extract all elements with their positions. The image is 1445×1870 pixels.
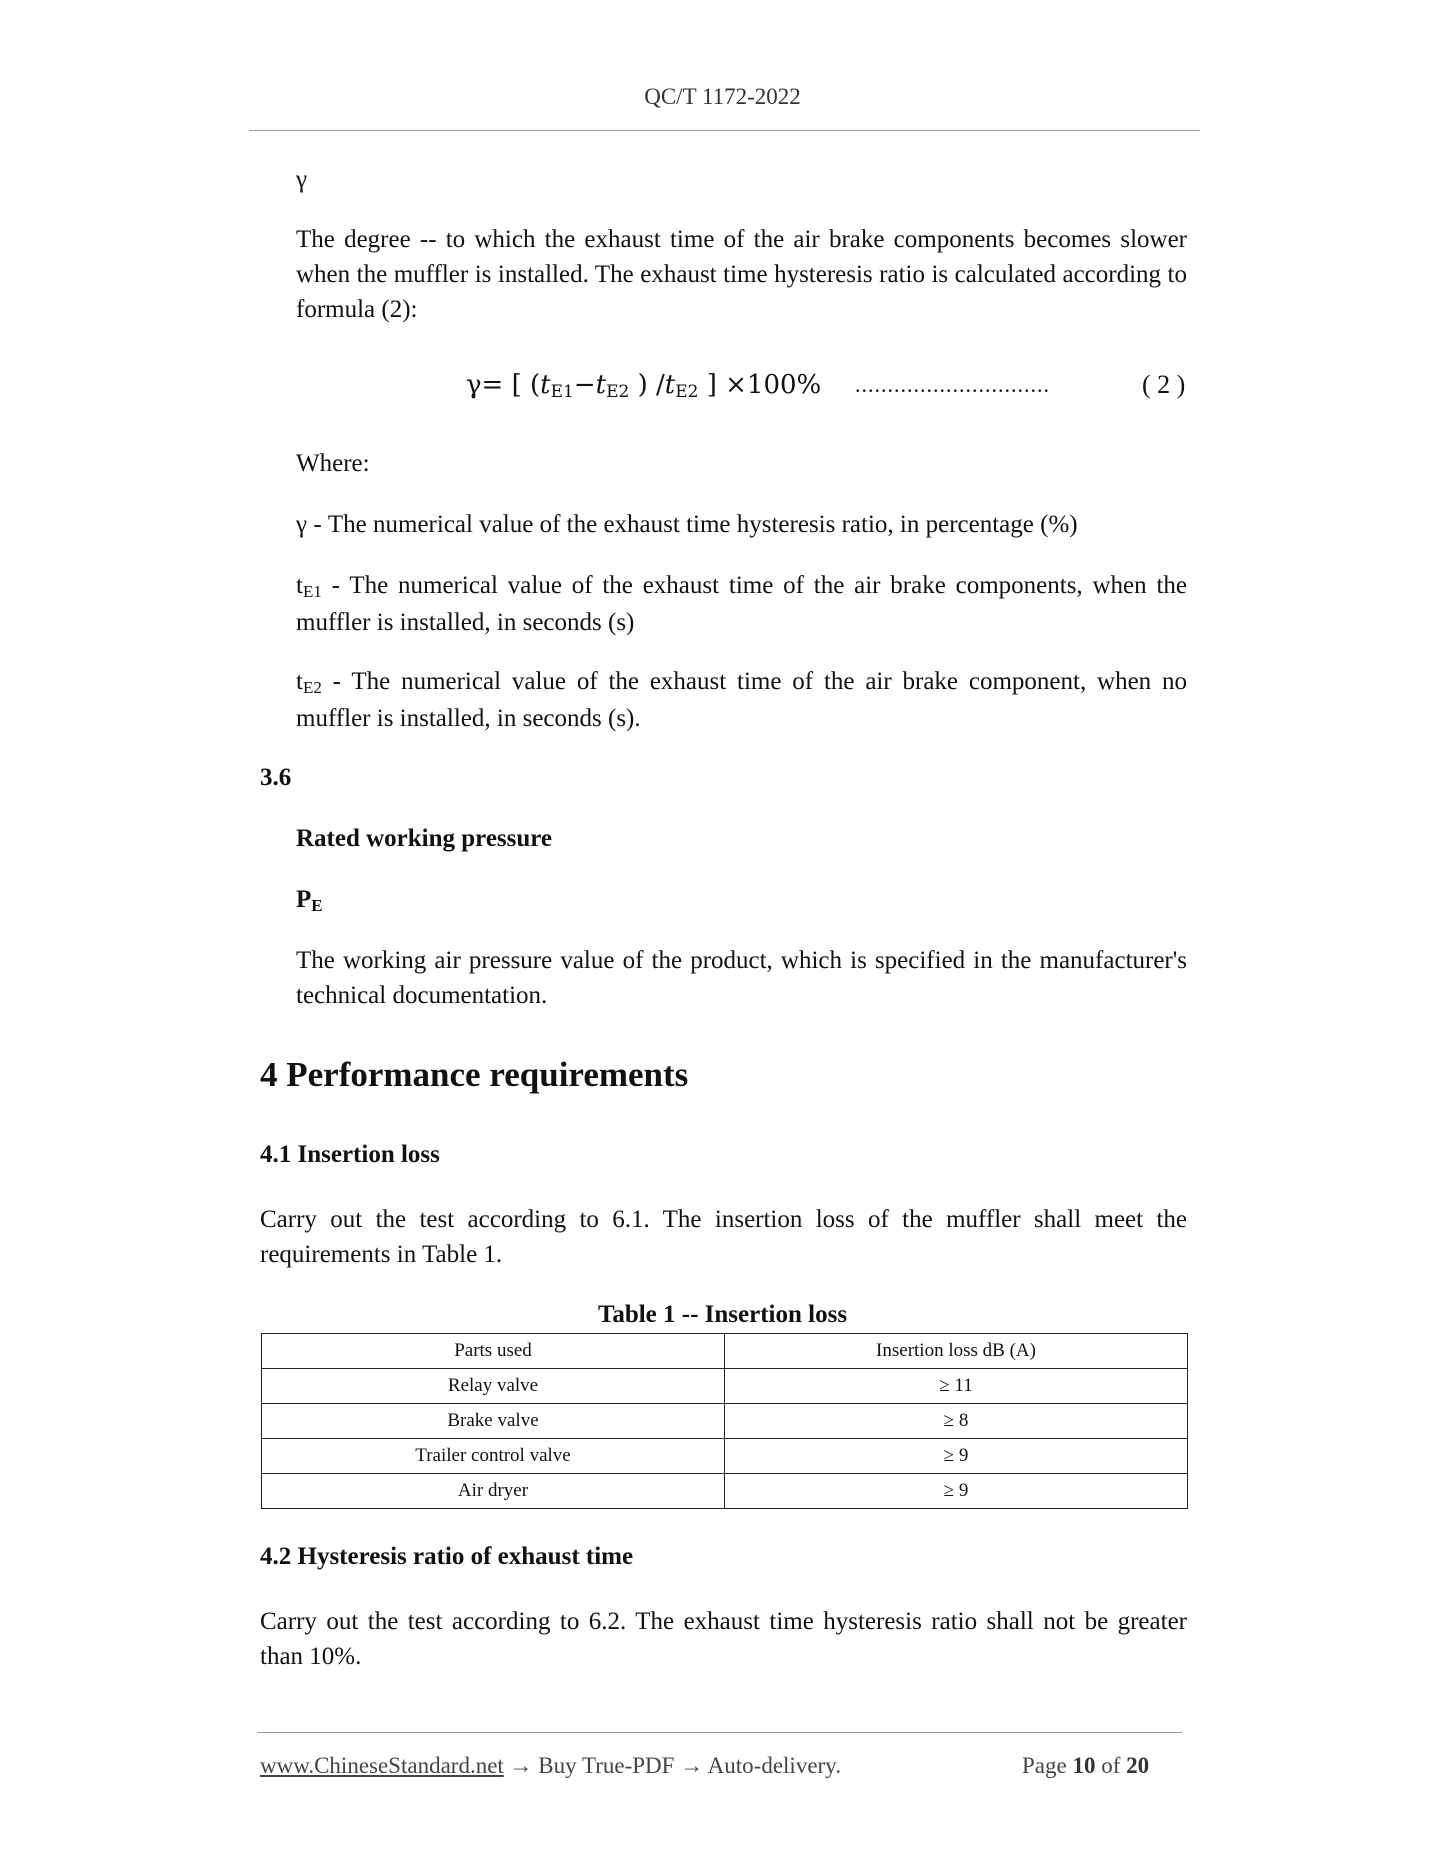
header-divider (249, 130, 1200, 131)
section-4-2-heading: 4.2 Hysteresis ratio of exhaust time (260, 1543, 634, 1570)
section-3-6-symbol: PE (296, 886, 323, 915)
page-total: 20 (1126, 1753, 1150, 1778)
table-1-title: Table 1 -- Insertion loss (597, 1301, 848, 1328)
section-3-6-number: 3.6 (260, 764, 292, 791)
formula-2: γ= [ (tE1−tE2 ) /tE2 ] ×100% (466, 370, 822, 402)
buy-pdf-text: → Buy True-PDF (503, 1753, 681, 1778)
auto-delivery-text: → Auto-delivery. (680, 1753, 841, 1778)
table-row (262, 1404, 1188, 1439)
where-def-te1: tE1 - The numerical value of the exhaust time of the air brake components, when the muffler is installed, in seconds (s) (296, 572, 1187, 636)
section-3-6-definition: The working air pressure value of the product, which is specified in the manufacturer's technical documentation. (296, 947, 1187, 1009)
where-def-gamma: γ - The numerical value of the exhaust time hysteresis ratio, in percentage (%) (296, 511, 1078, 538)
section-4-1-heading: 4.1 Insertion loss (260, 1141, 440, 1168)
table-header-row (262, 1334, 1188, 1369)
formula-leader-dots: .............................. (855, 372, 1050, 397)
footer-links (260, 1753, 841, 1779)
section-4-2-text: Carry out the test according to 6.2. The exhaust time hysteresis ratio shall not be greater than 10%. (260, 1608, 1187, 1670)
footer-divider (257, 1732, 1182, 1733)
page-indicator: Page 10 of 20 (1022, 1753, 1150, 1778)
page-number: 10 (1072, 1753, 1096, 1778)
table-cell: Brake valve (262, 1404, 725, 1439)
table-header-cell: Insertion loss dB (A) (725, 1334, 1188, 1369)
table-row (262, 1439, 1188, 1474)
page-header: QC/T 1172-2022 (644, 84, 801, 109)
table-header-cell: Parts used (262, 1334, 725, 1369)
table-row (262, 1369, 1188, 1404)
table-cell: Air dryer (262, 1474, 725, 1509)
section-4-1-text: Carry out the test according to 6.1. The insertion loss of the muffler shall meet the requirements in Table 1. (260, 1206, 1187, 1268)
table-cell: ≥ 11 (725, 1369, 1188, 1404)
table-row (262, 1474, 1188, 1509)
table-cell: ≥ 9 (725, 1439, 1188, 1474)
section-4-heading: 4 Performance requirements (260, 1055, 689, 1094)
table-cell: Relay valve (262, 1369, 725, 1404)
where-label: Where: (296, 450, 370, 477)
insertion-loss-table (261, 1333, 1188, 1509)
table-cell: ≥ 9 (725, 1474, 1188, 1509)
table-cell: Trailer control valve (262, 1439, 725, 1474)
formula-number: ( 2 ) (1142, 370, 1186, 399)
table-cell: ≥ 8 (725, 1404, 1188, 1439)
gamma-definition: The degree -- to which the exhaust time of the air brake components becomes slower when the muffler is installed. The exhaust time hysteresis ratio is calculated according to formula (2): (296, 226, 1187, 323)
section-3-6-term: Rated working pressure (296, 825, 553, 852)
gamma-symbol: γ (296, 166, 308, 193)
site-link[interactable]: www.ChineseStandard.net (260, 1753, 504, 1778)
where-def-te2: tE2 - The numerical value of the exhaust time of the air brake component, when no muffler is installed, in seconds (s). (296, 668, 1187, 732)
